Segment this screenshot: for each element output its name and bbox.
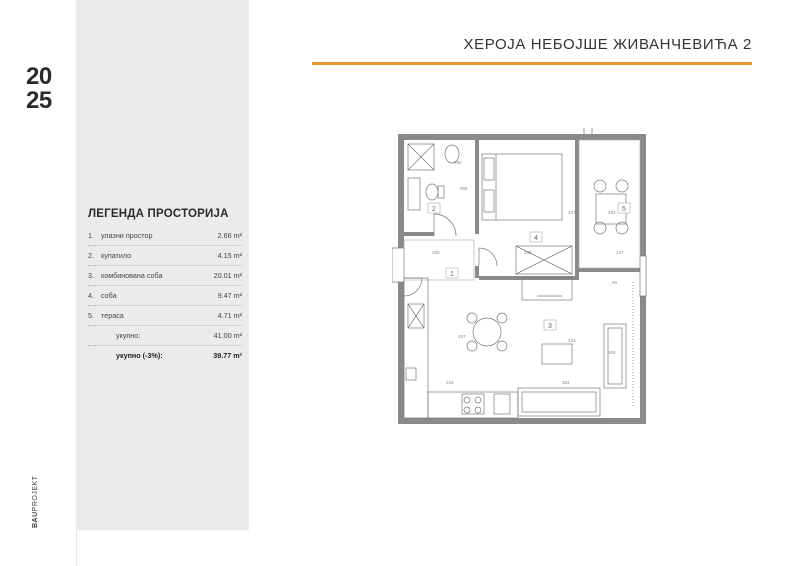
legend-row bbox=[88, 226, 242, 246]
room-number-4: 4 bbox=[534, 235, 538, 242]
legend-title: ЛЕГЕНДА ПРОСТОРИЈА bbox=[88, 208, 229, 220]
dimension-label: 347 bbox=[568, 210, 576, 215]
room-label-2 bbox=[428, 203, 440, 213]
room-label-1 bbox=[446, 268, 458, 278]
dimension-label: 284 bbox=[608, 210, 616, 215]
bathroom-fixtures bbox=[408, 144, 459, 210]
room-label-5 bbox=[618, 203, 630, 213]
brand-part-1: BAU bbox=[32, 511, 39, 528]
bedroom-furniture bbox=[482, 154, 572, 274]
room-area: 9.47 m² bbox=[217, 291, 242, 300]
dimension-label: 147 bbox=[616, 250, 624, 255]
room-label-4 bbox=[530, 232, 542, 242]
dimension-label: 333 bbox=[568, 338, 576, 343]
year-line-2: 25 bbox=[26, 87, 52, 114]
dimension-label: 234 bbox=[446, 380, 454, 385]
brand-logo bbox=[32, 458, 42, 528]
dimension-label: 20 bbox=[612, 280, 618, 285]
floor-plan-drawing bbox=[392, 128, 652, 432]
total-value: 41.00 m² bbox=[213, 331, 242, 340]
left-rail bbox=[0, 0, 77, 566]
dimension-label: 383 bbox=[562, 380, 570, 385]
room-number: 3. bbox=[88, 271, 94, 280]
room-number-3: 3 bbox=[548, 323, 552, 330]
floor-plan bbox=[392, 128, 652, 432]
room-number: 4. bbox=[88, 291, 94, 300]
reduced-total-label: укупно (-3%): bbox=[116, 351, 163, 360]
room-name: соба bbox=[101, 291, 117, 300]
legend-row bbox=[88, 286, 242, 306]
legend-total-row bbox=[88, 326, 242, 346]
room-number: 5. bbox=[88, 311, 94, 320]
year-label bbox=[26, 63, 66, 114]
year-line-1: 20 bbox=[26, 63, 52, 90]
dimension-label: 180 bbox=[454, 160, 462, 165]
dimension-label: 258 bbox=[524, 250, 532, 255]
room-name: тераса bbox=[101, 311, 124, 320]
room-name: комбинована соба bbox=[101, 271, 163, 280]
page-title: ХЕРОЈА НЕБОЈШЕ ЖИВАНЧЕВИЋА 2 bbox=[463, 36, 752, 53]
room-area: 4.15 m² bbox=[217, 251, 242, 260]
room-area: 2.66 m² bbox=[217, 231, 242, 240]
room-area: 20.01 m² bbox=[213, 271, 242, 280]
legend-row bbox=[88, 266, 242, 286]
dimension-label: 355 bbox=[608, 350, 616, 355]
kitchen-furniture bbox=[404, 278, 518, 418]
title-underline bbox=[312, 62, 752, 65]
room-area: 4.71 m² bbox=[217, 311, 242, 320]
brand-part-2: PROJEKT bbox=[32, 475, 39, 512]
living-furniture bbox=[467, 278, 626, 416]
legend-row bbox=[88, 306, 242, 326]
room-name: купатило bbox=[101, 251, 132, 260]
room-legend bbox=[88, 208, 248, 365]
total-label: укупно: bbox=[116, 331, 141, 340]
room-number: 1. bbox=[88, 231, 94, 240]
room-name: улазни простор bbox=[101, 231, 153, 240]
dimension-label: 266 bbox=[460, 186, 468, 191]
room-number-5: 5 bbox=[622, 206, 626, 213]
dimension-labels bbox=[432, 160, 624, 385]
room-label-3 bbox=[544, 320, 556, 330]
legend-reduced-total-row bbox=[88, 346, 242, 365]
dimension-label: 457 bbox=[458, 334, 466, 339]
legend-row bbox=[88, 246, 242, 266]
room-number-1: 1 bbox=[450, 271, 454, 278]
reduced-total-value: 39.77 m² bbox=[213, 351, 242, 360]
room-number-2: 2 bbox=[432, 206, 436, 213]
dimension-label: 180 bbox=[432, 250, 440, 255]
room-number: 2. bbox=[88, 251, 94, 260]
